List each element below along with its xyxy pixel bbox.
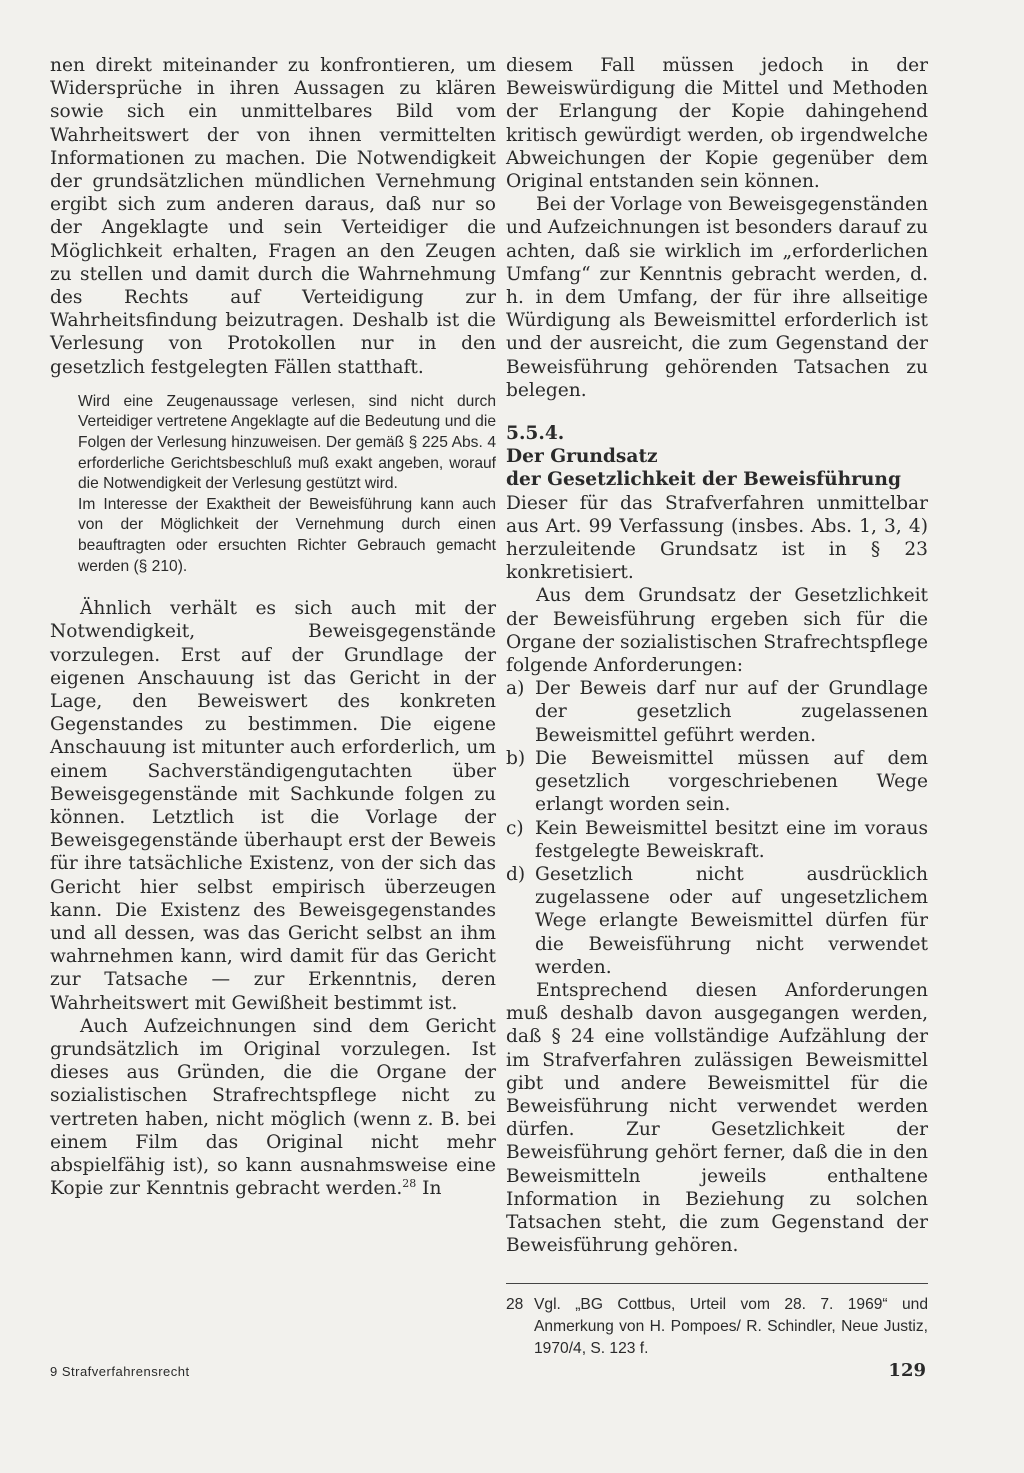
list-item (506, 817, 928, 863)
list-marker: b) (506, 747, 526, 769)
section-title-line-2: der Gesetzlichkeit der Beweisführung (506, 469, 901, 491)
list-item (506, 747, 928, 817)
footnote-reference[interactable]: 28 (402, 1177, 417, 1191)
paragraph-tail: In (416, 1178, 442, 1200)
list-item (506, 863, 928, 979)
page-footer (50, 1360, 926, 1381)
list-text: Gesetzlich nicht ausdrücklich zugelassene oder auf ungesetzlichem Wege erlangte Beweismittel dürfen für die Beweisführung nicht verwendet werden. (535, 863, 928, 978)
footnote-text: Vgl. „BG Cottbus, Urteil vom 28. 7. 1969“ und Anmerkung von H. Pompoes/ R. Schindler, Neue Justiz, 1970/4, S. 123 f. (534, 1296, 928, 1358)
list-item (506, 677, 928, 747)
paragraph: Entsprechend diesen Anforderungen muß deshalb davon ausgegangen werden, daß § 24 eine vollständige Aufzählung der im Strafverfahren zulässigen Beweismittel gibt und andere Beweismittel für die Beweisführung nicht verwendet werden dürfen. Zur Gesetzlichkeit der Beweisführung gehört ferner, daß die in den Beweismitteln jeweils enthaltene Information in Beziehung zu solchen Tatsachen steht, die zum Gegenstand der Beweisführung gehören. (506, 979, 928, 1257)
paragraph: diesem Fall müssen jedoch in der Beweiswürdigung die Mittel und Methoden der Erlangung der Kopie dahingehend kritisch gewürdigt werden, ob irgendwelche Abweichungen der Kopie gegenüber dem Original entstanden sein können. (506, 55, 928, 193)
page-number: 129 (888, 1360, 926, 1381)
footnote-divider (506, 1283, 928, 1284)
footer-signature: 9 Strafverfahrensrecht (50, 1364, 190, 1379)
paragraph: Bei der Vorlage von Beweisgegenständen und Aufzeichnungen ist besonders darauf zu achten, daß sie wirklich im „erforderlichen Umfang“ zur Kenntnis gebracht werden, d. h. in dem Umfang, der für ihre allseitige Würdigung als Beweismittel erforderlich ist und der ausreicht, die zum Gegenstand der Beweisführung gehörenden Tatsachen zu belegen. (506, 194, 928, 401)
paragraph: nen direkt miteinander zu konfrontieren, um Widersprüche in ihren Aussagen zu klären sowie sich ein unmittelbares Bild vom Wahrheitswert der von ihnen vermittelten Informationen zu machen. Die Notwendigkeit der grundsätzlichen mündlichen Vernehmung ergibt sich zum anderen daraus, daß nur so der Angeklagte und sein Verteidiger die Möglichkeit erhalten, Fragen an den Zeugen zu stellen und damit durch die Wahrnehmung des Rechts auf Verteidigung zur Wahrheitsfindung beizutragen. Deshalb ist die Verlesung von Protokollen nur in den gesetzlich festgelegten Fällen statthaft. (50, 55, 496, 378)
list-marker: d) (506, 863, 526, 885)
requirements-list (506, 677, 928, 979)
list-text: Die Beweismittel müssen auf dem gesetzlich vorgeschriebenen Wege erlangt worden sein. (535, 747, 928, 816)
paragraph: Aus dem Grundsatz der Gesetzlichkeit der Beweisführung ergeben sich für die Organe der sozialistischen Strafrechtspflege folgende Anforderungen: (506, 585, 928, 677)
list-marker: a) (506, 678, 525, 700)
footnote-number: 28 (506, 1296, 524, 1314)
right-column (506, 54, 928, 1360)
paragraph (50, 1015, 496, 1201)
left-column (50, 54, 496, 1200)
section-title-line-1: Der Grundsatz (506, 446, 658, 468)
note-paragraph: Wird eine Zeugenaussage verlesen, sind nicht durch Verteidiger vertretene Angeklagte auf die Bedeutung und die Folgen der Verlesung hinzuweisen. Der gemäß § 225 Abs. 4 erforderliche Gerichtsbeschluß muß exakt angeben, worauf die Notwendigkeit der Verlesung gestützt wird. (78, 392, 496, 493)
list-marker: c) (506, 817, 524, 839)
paragraph-text: Auch Aufzeichnungen sind dem Gericht grundsätzlich im Original vorzulegen. Ist dieses aus Gründen, die die Organe der sozialistischen Strafrechtspflege nicht zu vertreten haben, nicht möglich (wenn z. B. bei einem Film das Original nicht mehr abspielfähig ist), so kann ausnahmsweise eine Kopie zur Kenntnis gebracht werden. (50, 1015, 496, 1200)
list-text: Kein Beweismittel besitzt eine im voraus festgelegte Beweiskraft. (535, 817, 928, 862)
paragraph: Dieser für das Strafverfahren unmittelbar aus Art. 99 Verfassung (insbes. Abs. 1, 3, 4) herzuleitende Grundsatz ist in § 23 konkretisiert. (506, 492, 928, 584)
paragraph: Ähnlich verhält es sich auch mit der Notwendigkeit, Beweisgegenstände vorzulegen. Erst auf der Grundlage der eigenen Anschauung ist das Gericht in der Lage, den Beweiswert des konkreten Gegenstandes zu bestimmen. Die eigene Anschauung ist mitunter auch erforderlich, um einem Sachverständigengutachten über Beweisgegenstände mit Sachkunde folgen zu können. Letztlich ist die Vorlage der Beweisgegenstände überhaupt erst der Beweis für ihre tatsächliche Existenz, von der sich das Gericht hier selbst empirisch überzeugen kann. Die Existenz des Beweisgegenstandes und all dessen, was das Gericht selbst an ihm wahrnehmen kann, wird damit für das Gericht zur Tatsache — zur Erkenntnis, deren Wahrheitswert mit Gewißheit bestimmt ist. (50, 598, 496, 1014)
section-number: 5.5.4. (506, 423, 565, 445)
note-paragraph: Im Interesse der Exaktheit der Beweisführung kann auch von der Möglichkeit der Vernehmung durch einen beauftragten oder ersuchten Richter Gebrauch gemacht werden (§ 210). (78, 495, 496, 575)
small-print-note (78, 392, 496, 577)
footnote (506, 1294, 928, 1360)
list-text: Der Beweis darf nur auf der Grundlage der gesetzlich zugelassenen Beweismittel geführt werden. (535, 678, 928, 746)
